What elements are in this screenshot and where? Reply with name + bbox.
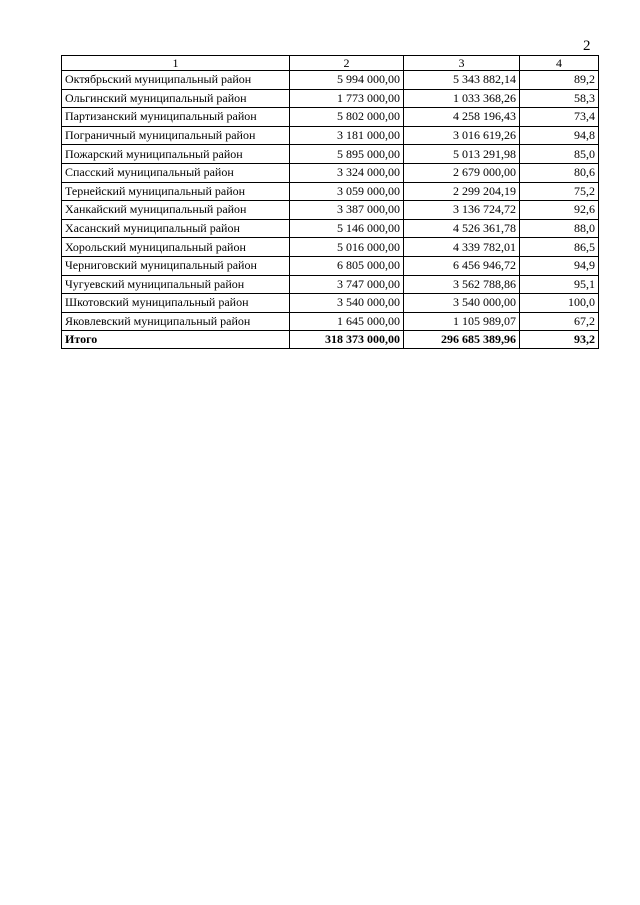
table-row: [62, 89, 599, 108]
percent-cell: 95,1: [520, 275, 599, 294]
table-row: [62, 182, 599, 201]
actual-amount-cell: 6 456 946,72: [404, 256, 520, 275]
actual-amount-cell: 3 562 788,86: [404, 275, 520, 294]
district-name-cell: Тернейский муниципальный район: [62, 182, 290, 201]
planned-amount-cell: 6 805 000,00: [290, 256, 404, 275]
column-header-2: 2: [290, 56, 404, 71]
table-row: [62, 275, 599, 294]
percent-cell: 92,6: [520, 201, 599, 220]
table-row: [62, 256, 599, 275]
actual-amount-cell: 4 258 196,43: [404, 108, 520, 127]
actual-amount-cell: 1 105 989,07: [404, 312, 520, 331]
table-row: [62, 163, 599, 182]
table-row: [62, 126, 599, 145]
planned-amount-cell: 5 994 000,00: [290, 71, 404, 90]
planned-amount-cell: 5 146 000,00: [290, 219, 404, 238]
percent-cell: 89,2: [520, 71, 599, 90]
planned-amount-cell: 1 645 000,00: [290, 312, 404, 331]
total-label-cell: Итого: [62, 331, 290, 349]
planned-amount-cell: 5 802 000,00: [290, 108, 404, 127]
planned-amount-cell: 3 747 000,00: [290, 275, 404, 294]
district-name-cell: Ольгинский муниципальный район: [62, 89, 290, 108]
table-row: [62, 201, 599, 220]
percent-cell: 88,0: [520, 219, 599, 238]
actual-amount-cell: 4 526 361,78: [404, 219, 520, 238]
total-row: [62, 331, 599, 349]
actual-amount-cell: 3 540 000,00: [404, 294, 520, 313]
actual-amount-cell: 1 033 368,26: [404, 89, 520, 108]
table-row: [62, 312, 599, 331]
district-name-cell: Шкотовский муниципальный район: [62, 294, 290, 313]
page-number: 2: [583, 38, 591, 54]
district-name-cell: Хорольский муниципальный район: [62, 238, 290, 257]
planned-amount-cell: 1 773 000,00: [290, 89, 404, 108]
percent-cell: 94,8: [520, 126, 599, 145]
planned-amount-cell: 3 059 000,00: [290, 182, 404, 201]
table-row: [62, 108, 599, 127]
district-name-cell: Октябрьский муниципальный район: [62, 71, 290, 90]
table-row: [62, 145, 599, 164]
district-name-cell: Партизанский муниципальный район: [62, 108, 290, 127]
actual-amount-cell: 2 679 000,00: [404, 163, 520, 182]
table-row: [62, 238, 599, 257]
percent-cell: 85,0: [520, 145, 599, 164]
planned-amount-cell: 5 016 000,00: [290, 238, 404, 257]
table-row: [62, 219, 599, 238]
percent-cell: 75,2: [520, 182, 599, 201]
percent-cell: 100,0: [520, 294, 599, 313]
planned-amount-cell: 3 540 000,00: [290, 294, 404, 313]
column-header-1: 1: [62, 56, 290, 71]
percent-cell: 67,2: [520, 312, 599, 331]
district-name-cell: Пожарский муниципальный район: [62, 145, 290, 164]
actual-amount-cell: 3 016 619,26: [404, 126, 520, 145]
percent-cell: 73,4: [520, 108, 599, 127]
district-name-cell: Черниговский муниципальный район: [62, 256, 290, 275]
actual-amount-cell: 5 013 291,98: [404, 145, 520, 164]
percent-cell: 80,6: [520, 163, 599, 182]
planned-amount-cell: 3 387 000,00: [290, 201, 404, 220]
district-name-cell: Яковлевский муниципальный район: [62, 312, 290, 331]
total-planned-cell: 318 373 000,00: [290, 331, 404, 349]
district-name-cell: Хасанский муниципальный район: [62, 219, 290, 238]
planned-amount-cell: 5 895 000,00: [290, 145, 404, 164]
district-name-cell: Спасский муниципальный район: [62, 163, 290, 182]
table-row: [62, 294, 599, 313]
table-header-row: [62, 56, 599, 71]
percent-cell: 86,5: [520, 238, 599, 257]
column-header-3: 3: [404, 56, 520, 71]
percent-cell: 58,3: [520, 89, 599, 108]
actual-amount-cell: 5 343 882,14: [404, 71, 520, 90]
percent-cell: 94,9: [520, 256, 599, 275]
planned-amount-cell: 3 181 000,00: [290, 126, 404, 145]
column-header-4: 4: [520, 56, 599, 71]
district-name-cell: Чугуевский муниципальный район: [62, 275, 290, 294]
district-name-cell: Пограничный муниципальный район: [62, 126, 290, 145]
actual-amount-cell: 2 299 204,19: [404, 182, 520, 201]
planned-amount-cell: 3 324 000,00: [290, 163, 404, 182]
table-row: [62, 71, 599, 90]
table-body: [62, 71, 599, 349]
actual-amount-cell: 4 339 782,01: [404, 238, 520, 257]
total-percent-cell: 93,2: [520, 331, 599, 349]
report-table: [61, 55, 599, 349]
district-name-cell: Ханкайский муниципальный район: [62, 201, 290, 220]
actual-amount-cell: 3 136 724,72: [404, 201, 520, 220]
total-actual-cell: 296 685 389,96: [404, 331, 520, 349]
